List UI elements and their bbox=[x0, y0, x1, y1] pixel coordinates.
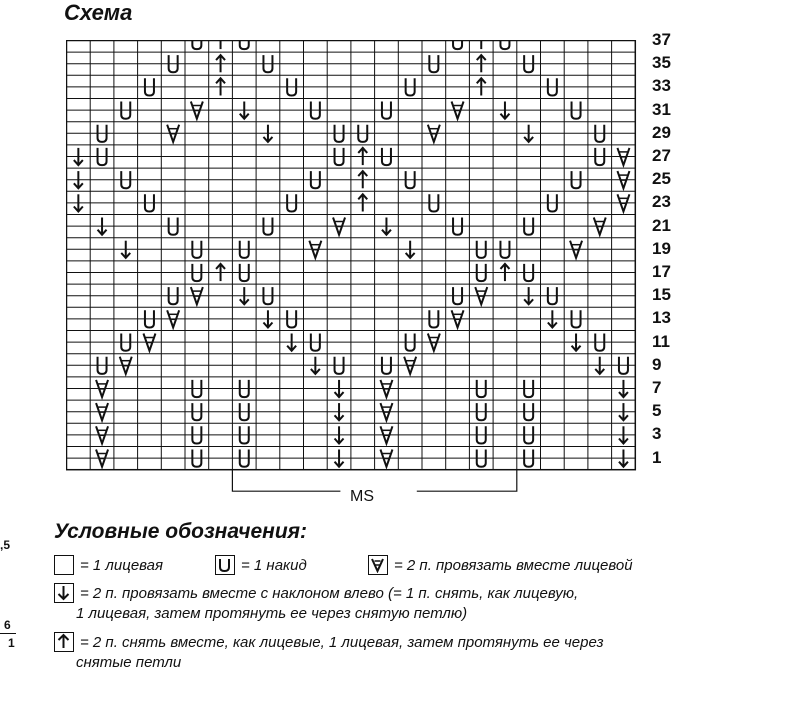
margin-note-b: 6 bbox=[4, 618, 11, 632]
row-number: 5 bbox=[652, 401, 662, 421]
knit-symbol bbox=[54, 555, 74, 575]
row-number: 33 bbox=[652, 76, 671, 96]
legend-knit: = 1 лицевая bbox=[54, 555, 163, 575]
legend-yo: = 1 накид bbox=[215, 555, 307, 575]
row-number: 15 bbox=[652, 285, 671, 305]
row-number: 17 bbox=[652, 262, 671, 281]
margin-note-a: ,5 bbox=[0, 538, 11, 552]
row-number: 25 bbox=[652, 169, 671, 189]
fraction-line bbox=[0, 633, 16, 634]
row-number: 35 bbox=[652, 53, 671, 73]
ms-bracket bbox=[232, 469, 516, 491]
yarn-over-symbol bbox=[215, 555, 235, 575]
row-number: 29 bbox=[652, 122, 671, 142]
row-number: 7 bbox=[652, 378, 662, 397]
scheme-title: Схема bbox=[64, 0, 133, 25]
legend-ssk-cont: 1 лицевая, затем протянуть ее через снятую петлю) bbox=[76, 605, 468, 622]
k2tog-symbol bbox=[368, 555, 388, 575]
row-number: 19 bbox=[652, 238, 671, 258]
legend-cdd-cont: снятые петли bbox=[76, 654, 182, 671]
row-number: 1 bbox=[652, 447, 662, 467]
ms-label: MS bbox=[350, 488, 374, 505]
legend-k2tog: = 2 п. провязать вместе лицевой bbox=[368, 555, 633, 575]
row-number: 23 bbox=[652, 192, 671, 212]
row-number: 27 bbox=[652, 146, 671, 165]
cdd-symbol bbox=[54, 632, 74, 652]
row-number: 3 bbox=[652, 424, 662, 444]
row-number: 13 bbox=[652, 308, 671, 328]
legend-cdd: = 2 п. снять вместе, как лицевые, 1 лицевая, затем протянуть ее через bbox=[54, 632, 604, 652]
row-number: 37 bbox=[652, 30, 671, 49]
row-number: 31 bbox=[652, 99, 671, 119]
legend-title: Условные обозначения: bbox=[54, 520, 308, 543]
knitting-chart bbox=[66, 40, 646, 510]
ssk-symbol bbox=[54, 583, 74, 603]
row-number: 21 bbox=[652, 215, 671, 235]
legend-ssk: = 2 п. провязать вместе с наклоном влево (= 1 п. снять, как лицевую, bbox=[54, 583, 578, 603]
margin-note-c: 1 bbox=[8, 636, 15, 650]
row-number: 9 bbox=[652, 354, 662, 374]
row-number: 11 bbox=[652, 331, 670, 351]
